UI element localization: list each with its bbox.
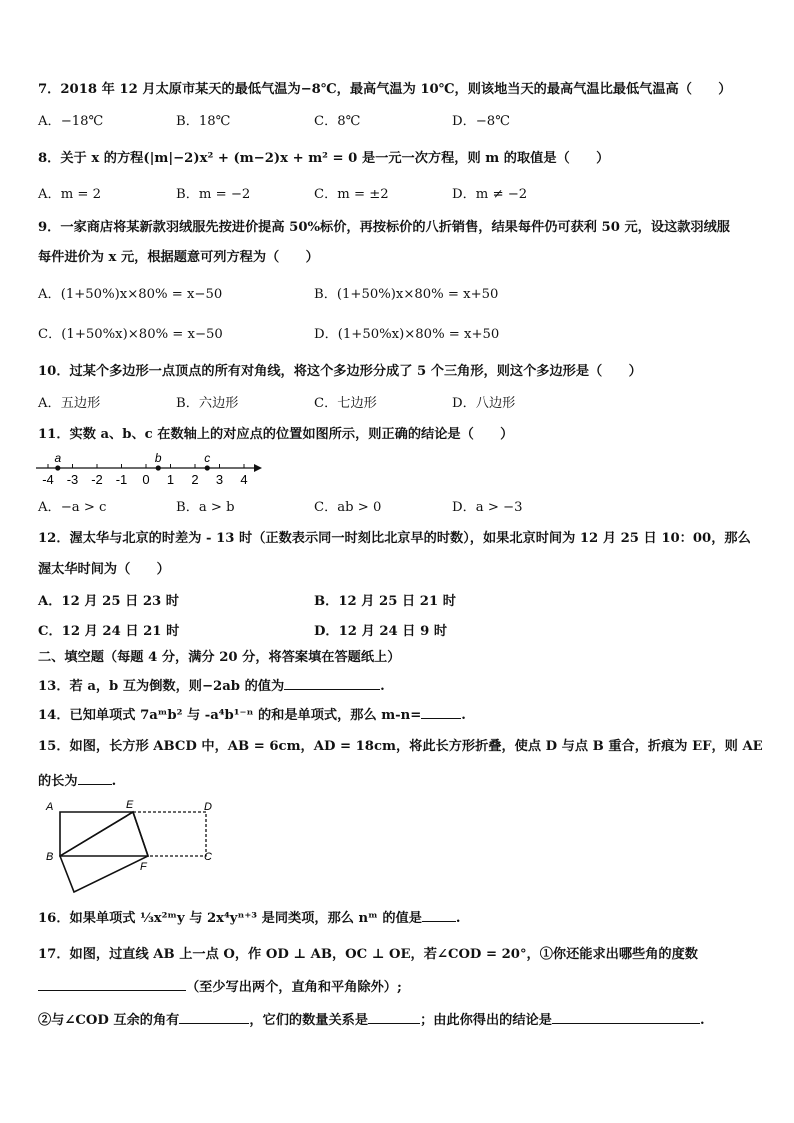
question-11-stem: 11．实数 a、b、c 在数轴上的对应点的位置如图所示，则正确的结论是（ ） <box>38 427 514 442</box>
point-c <box>205 465 210 470</box>
question-13-end: . <box>380 679 385 694</box>
tick-label: 1 <box>166 472 175 487</box>
number-line-figure <box>30 448 270 490</box>
question-17-answer-blank-4[interactable] <box>552 1011 700 1024</box>
question-7-option-a: A．−18℃ <box>38 114 104 129</box>
question-12-option-c: C．12 月 24 日 21 时 <box>38 624 180 639</box>
question-9-stem-line-2: 每件进价为 x 元，根据题意可列方程为（ ） <box>38 250 319 265</box>
label-e: E <box>126 799 134 811</box>
question-10-option-b: B．六边形 <box>176 396 239 411</box>
question-17-part-c: ；由此你得出的结论是 <box>420 1013 552 1028</box>
question-14-end: . <box>461 708 466 723</box>
question-14-answer-blank[interactable] <box>421 706 461 719</box>
question-12-stem-line-2: 渥太华时间为（ ） <box>38 562 170 577</box>
question-14-text: 14．已知单项式 7aᵐb² 与 -a⁴b¹⁻ⁿ 的和是单项式，那么 m-n= <box>38 708 422 723</box>
number-line-ticks <box>48 464 244 468</box>
section-2-heading: 二、填空题（每题 4 分，满分 20 分，将答案填在答题纸上） <box>38 650 401 665</box>
label-c: C <box>204 851 212 863</box>
question-10-option-c: C．七边形 <box>314 396 377 411</box>
question-12-option-d: D．12 月 24 日 9 时 <box>314 624 448 639</box>
question-7-option-c: C．8℃ <box>314 114 361 129</box>
point-a <box>55 465 60 470</box>
question-13-answer-blank[interactable] <box>284 677 380 690</box>
question-15-stem-line-2 <box>38 772 116 791</box>
question-17-stem-line-2 <box>38 978 402 997</box>
question-7-option-b: B．18℃ <box>176 114 231 129</box>
question-11-option-d: D．a > −3 <box>452 500 523 515</box>
point-label-a: a <box>54 451 62 465</box>
tick-label: 0 <box>142 472 150 487</box>
question-14 <box>38 706 466 725</box>
point-b <box>156 465 161 470</box>
question-13 <box>38 677 385 696</box>
question-9-option-c: C．(1+50%x)×80% = x−50 <box>38 327 223 342</box>
question-8-option-d: D．m ≠ −2 <box>452 187 528 202</box>
tick-label: -2 <box>91 472 103 487</box>
label-b: B <box>46 851 54 863</box>
question-15-end: . <box>111 774 117 789</box>
question-10-stem: 10．过某个多边形一点顶点的所有对角线，将这个多边形分成了 5 个三角形，则这个多边形是（ ） <box>38 364 642 379</box>
question-17-stem-line-1: 17．如图，过直线 AB 上一点 O，作 OD ⊥ AB，OC ⊥ OE，若∠COD = 20°，①你还能求出哪些角的度数 <box>38 947 698 962</box>
question-8-option-a: A．m = 2 <box>38 187 102 202</box>
point-label-b: b <box>154 451 162 465</box>
question-12-option-a: A．12 月 25 日 23 时 <box>38 594 179 609</box>
question-16-text: 16．如果单项式 ⅓x²ᵐy 与 2x⁴yⁿ⁺³ 是同类项，那么 nᵐ 的值是 <box>38 911 422 926</box>
diagonal-be <box>60 812 133 856</box>
tick-label: 4 <box>240 472 248 487</box>
question-12-option-b: B．12 月 25 日 21 时 <box>314 594 456 609</box>
question-7-option-d: D．−8℃ <box>452 114 510 129</box>
question-8-stem: 8．关于 x 的方程(|m|−2)x² + (m−2)x + m² = 0 是一元一次方程，则 m 的取值是（ ） <box>38 151 610 166</box>
question-16 <box>38 909 461 928</box>
question-17-line-3 <box>38 1011 705 1030</box>
question-15-answer-blank[interactable] <box>78 772 112 785</box>
label-d: D <box>204 801 212 813</box>
question-11-option-c: C．ab > 0 <box>314 500 382 515</box>
question-17-stem-line-2-text: （至少写出两个，直角和平角除外）; <box>186 980 402 995</box>
dashed-rectangle-part <box>133 812 206 856</box>
question-15-stem-line-2-text: 的长为 <box>38 774 78 789</box>
tick-label: -4 <box>42 472 54 487</box>
question-17-end: . <box>699 1013 705 1028</box>
question-9-option-d: D．(1+50%x)×80% = x+50 <box>314 327 500 342</box>
question-17-answer-blank-1[interactable] <box>38 978 186 991</box>
tick-label: -1 <box>115 472 128 487</box>
question-17-answer-blank-3[interactable] <box>368 1011 420 1024</box>
question-17-part-b: ，它们的数量关系是 <box>249 1013 369 1028</box>
label-a: A <box>46 801 54 813</box>
rectangle-fold-figure <box>40 798 230 896</box>
question-9-option-b: B．(1+50%)x×80% = x+50 <box>314 287 499 302</box>
tick-label: 3 <box>215 472 224 487</box>
question-16-end: . <box>455 911 461 926</box>
question-8-option-c: C．m = ±2 <box>314 187 389 202</box>
question-17-part-a: ②与∠COD 互余的角有 <box>38 1013 180 1028</box>
question-11-option-b: B．a > b <box>176 500 235 515</box>
question-12-stem-line-1: 12．渥太华与北京的时差为 - 13 时（正数表示同一时刻比北京早的时数），如果北京时间为 12 月 25 日 10：00，那么 <box>38 531 751 546</box>
question-13-text: 13．若 a，b 互为倒数，则−2ab 的值为 <box>38 679 285 694</box>
point-label-c: c <box>204 451 211 465</box>
question-9-option-a: A．(1+50%)x×80% = x−50 <box>38 287 223 302</box>
tick-label: -3 <box>66 472 79 487</box>
question-17-answer-blank-2[interactable] <box>179 1011 249 1024</box>
question-8-option-b: B．m = −2 <box>176 187 251 202</box>
question-10-option-d: D．八边形 <box>452 396 516 411</box>
tick-label: 2 <box>191 472 199 487</box>
question-11-option-a: A．−a > c <box>38 500 107 515</box>
question-9-stem-line-1: 9．一家商店将某新款羽绒服先按进价提高 50%标价，再按标价的八折销售，结果每件仍可获利 50 元，设这款羽绒服 <box>38 220 730 235</box>
number-line-tick-labels <box>42 472 247 487</box>
question-16-answer-blank[interactable] <box>422 909 456 922</box>
question-15-stem-line-1: 15．如图，长方形 ABCD 中，AB = 6cm，AD = 18cm，将此长方形折叠，使点 D 与点 B 重合，折痕为 EF，则 AE <box>38 739 763 754</box>
question-7-stem: 7．2018 年 12 月太原市某天的最低气温为−8℃，最高气温为 10℃，则该地当天的最高气温比最低气温高（ ） <box>38 82 732 97</box>
label-f: F <box>140 861 147 873</box>
folded-flap <box>60 812 148 892</box>
question-10-option-a: A．五边形 <box>38 396 101 411</box>
